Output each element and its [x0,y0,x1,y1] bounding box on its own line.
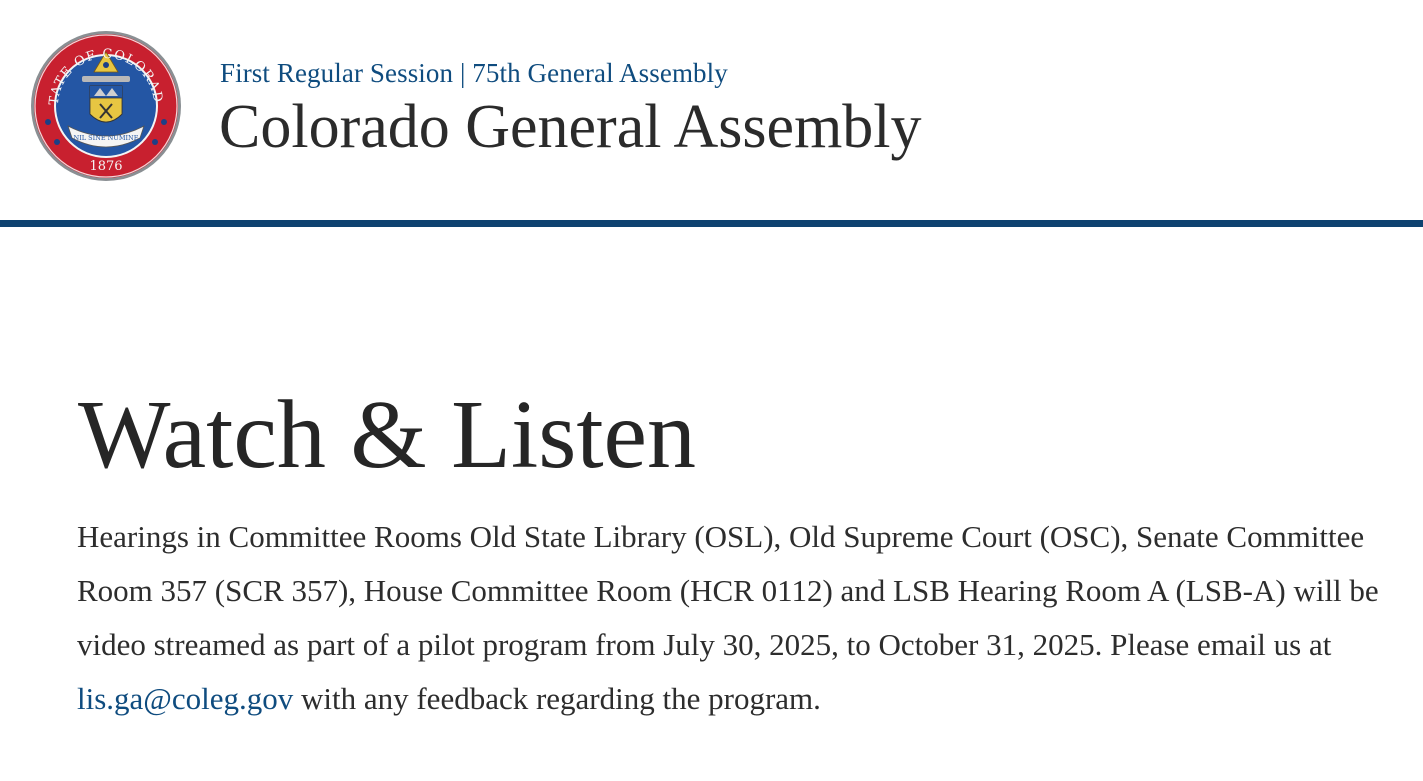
seal-motto: NIL SINE NUMINE [73,134,139,142]
session-subtitle: First Regular Session | 75th General Assembly [220,58,728,88]
seal-year: 1876 [89,159,123,174]
intro-tail: with any feedback regarding the program. [293,681,821,716]
site-header [0,0,1423,220]
page-title: Watch & Listen [78,381,697,489]
seal-graphic [30,30,182,182]
email-link[interactable]: lis.ga@coleg.gov [77,681,294,716]
intro-paragraph [77,510,1387,726]
intro-text: Hearings in Committee Rooms Old State Library (OSL), Old Supreme Court (OSC), Senate Committee Room 357 (SCR 357), House Committee Room (HCR 0112) and LSB Hearing Room A (LSB-A) will be video streamed as part of a pilot program from July 30, 2025, to October 31, 2025. Please email us at [77,519,1379,662]
seal-top-text: TATE OF COLORAD [46,46,166,106]
site-title-link[interactable]: Colorado General Assembly [219,93,922,161]
header-divider [0,220,1423,227]
colorado-state-seal-icon[interactable] [30,30,182,182]
